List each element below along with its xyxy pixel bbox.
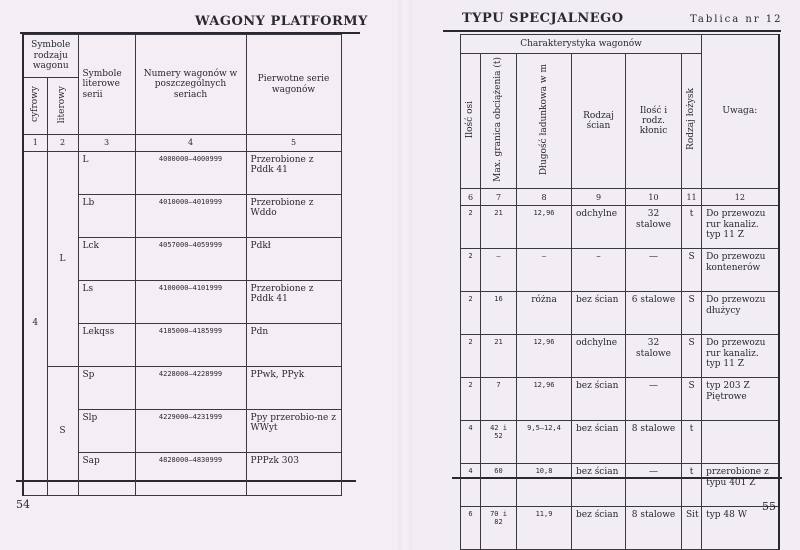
symbol-cell: Ls — [78, 281, 135, 324]
dlugosc-cell: 9,5—12,4 — [517, 421, 572, 464]
lozyska-cell: t — [682, 464, 702, 507]
sciany-cell: odchylne — [572, 335, 626, 378]
col-number: 10 — [626, 189, 682, 206]
table-label: Tablica nr 12 — [690, 14, 783, 25]
col-number: 5 — [246, 135, 341, 152]
uwaga-cell: typ 203 Z Piętrowe — [702, 378, 779, 421]
col-number: 11 — [682, 189, 702, 206]
right-page-number: 55 — [762, 500, 776, 513]
original-cell: PPPzk 303 — [246, 453, 341, 496]
lozyska-cell: Sit — [682, 507, 702, 550]
col-number: 7 — [481, 189, 517, 206]
lozyska-cell: S — [682, 292, 702, 335]
klonice-cell: 32 stalowe — [626, 335, 682, 378]
col-number: 9 — [572, 189, 626, 206]
max-cell: 7 — [481, 378, 517, 421]
col-number: 2 — [47, 135, 78, 152]
left-page-number: 54 — [16, 498, 30, 511]
klonice-cell: — — [626, 378, 682, 421]
original-cell: Przerobione z Wddo — [246, 195, 341, 238]
klonice-cell: 8 stalowe — [626, 421, 682, 464]
lozyska-cell: t — [682, 421, 702, 464]
dlugosc-cell: 11,9 — [517, 507, 572, 550]
klonice-cell: 6 stalowe — [626, 292, 682, 335]
osi-cell: 6 — [461, 507, 481, 550]
numbers-cell: 4828000—4830999 — [135, 453, 246, 496]
left-page-title: WAGONY PLATFORMY — [195, 14, 368, 29]
header-pierwotne: Pierwotne serie wagonów — [246, 35, 341, 135]
klonice-cell: 32 stalowe — [626, 206, 682, 249]
book-gutter — [398, 0, 412, 550]
osi-cell: 2 — [461, 249, 481, 292]
original-cell: Przerobione z Pddk 41 — [246, 281, 341, 324]
col-number: 12 — [702, 189, 779, 206]
dlugosc-cell: różna — [517, 292, 572, 335]
left-table — [22, 34, 342, 496]
symbol-cell: Lb — [78, 195, 135, 238]
cyfrowy-value: 4 — [23, 152, 47, 496]
table-row — [461, 507, 779, 550]
header-symbole-literowe: Symbole literowe serii — [78, 35, 135, 135]
header-rodzaj-scian: Rodzaj ścian — [572, 54, 626, 189]
col-number: 4 — [135, 135, 246, 152]
lozyska-cell: t — [682, 206, 702, 249]
sciany-cell: bez ścian — [572, 292, 626, 335]
lozyska-cell: S — [682, 378, 702, 421]
uwaga-cell — [702, 421, 779, 464]
col-number: 1 — [23, 135, 47, 152]
numbers-cell: 4010000—4010999 — [135, 195, 246, 238]
numbers-cell: 4228000—4228999 — [135, 367, 246, 410]
numbers-cell: 4057000—4059999 — [135, 238, 246, 281]
symbol-cell: Sap — [78, 453, 135, 496]
original-cell: Pdkł — [246, 238, 341, 281]
symbol-cell: Lekqss — [78, 324, 135, 367]
header-max-obciazenie: Max. granica obciążenia (t) — [493, 57, 504, 182]
symbol-cell: L — [78, 152, 135, 195]
right-top-rule — [443, 30, 781, 32]
numbers-cell: 4229000—4231999 — [135, 410, 246, 453]
header-ilosc-osi: Ilość osi — [465, 100, 476, 139]
numbers-cell: 4100000—4101999 — [135, 281, 246, 324]
table-row — [461, 292, 779, 335]
klonice-cell: — — [626, 464, 682, 507]
osi-cell: 2 — [461, 378, 481, 421]
table-row — [461, 464, 779, 507]
dlugosc-cell: 10,8 — [517, 464, 572, 507]
numbers-cell: 4000000—4000999 — [135, 152, 246, 195]
symbol-cell: Lck — [78, 238, 135, 281]
dlugosc-cell: 12,96 — [517, 206, 572, 249]
lozyska-cell: S — [682, 249, 702, 292]
uwaga-cell: Do przewozu kontenerów — [702, 249, 779, 292]
uwaga-cell: Do przewozu dłużycy — [702, 292, 779, 335]
table-row — [23, 367, 341, 410]
col-number: 8 — [517, 189, 572, 206]
table-row — [461, 249, 779, 292]
original-cell: Przerobione z Pddk 41 — [246, 152, 341, 195]
uwaga-cell: Do przewozu rur kanaliz. typ 11 Z — [702, 335, 779, 378]
table-row — [461, 421, 779, 464]
dlugosc-cell: 12,96 — [517, 378, 572, 421]
header-symbole-rodzaju: Symbole rodzaju wagonu — [23, 35, 78, 78]
header-literowy: literowy — [57, 85, 68, 123]
sciany-cell: bez ścian — [572, 421, 626, 464]
osi-cell: 2 — [461, 335, 481, 378]
header-lozyska: Rodzaj łożysk — [686, 88, 697, 151]
klonice-cell: — — [626, 249, 682, 292]
sciany-cell: bez ścian — [572, 378, 626, 421]
sciany-cell: bez ścian — [572, 464, 626, 507]
header-numery: Numery wagonów w poszczególnych seriach — [135, 35, 246, 135]
right-table — [460, 34, 780, 550]
col-number: 3 — [78, 135, 135, 152]
original-cell: PPwk, PPyk — [246, 367, 341, 410]
dlugosc-cell: – — [517, 249, 572, 292]
symbol-cell: Sp — [78, 367, 135, 410]
max-cell: 21 — [481, 335, 517, 378]
dlugosc-cell: 12,96 — [517, 335, 572, 378]
osi-cell: 4 — [461, 421, 481, 464]
sciany-cell: – — [572, 249, 626, 292]
header-charakterystyka: Charakterystyka wagonów — [461, 35, 702, 54]
header-klonice: Ilość i rodz. kłonic — [626, 54, 682, 189]
literowy-group-L: L — [47, 152, 78, 367]
table-row — [461, 335, 779, 378]
table-row — [23, 152, 341, 195]
sciany-cell: odchylne — [572, 206, 626, 249]
uwaga-cell: Do przewozu rur kanaliz. typ 11 Z — [702, 206, 779, 249]
max-cell: — — [481, 249, 517, 292]
uwaga-cell: typ 48 W — [702, 507, 779, 550]
max-cell: 70 i 82 — [481, 507, 517, 550]
lozyska-cell: S — [682, 335, 702, 378]
header-dlugosc: Długość ładunkowa w m — [538, 63, 549, 175]
osi-cell: 2 — [461, 292, 481, 335]
header-uwaga: Uwaga: — [702, 35, 779, 189]
osi-cell: 4 — [461, 464, 481, 507]
original-cell: Pdn — [246, 324, 341, 367]
uwaga-cell: przerobione z typu 401 Z — [702, 464, 779, 507]
klonice-cell: 8 stalowe — [626, 507, 682, 550]
table-row — [461, 206, 779, 249]
symbol-cell: Slp — [78, 410, 135, 453]
literowy-group-S: S — [47, 367, 78, 496]
col-number: 6 — [461, 189, 481, 206]
max-cell: 60 — [481, 464, 517, 507]
osi-cell: 2 — [461, 206, 481, 249]
table-row — [461, 378, 779, 421]
sciany-cell: bez ścian — [572, 507, 626, 550]
max-cell: 16 — [481, 292, 517, 335]
header-cyfrowy: cyfrowy — [30, 86, 41, 123]
numbers-cell: 4185000—4185999 — [135, 324, 246, 367]
right-page-title: TYPU SPECJALNEGO — [462, 11, 624, 26]
original-cell: Ppy przerobio-ne z WWyt — [246, 410, 341, 453]
max-cell: 42 i 52 — [481, 421, 517, 464]
max-cell: 21 — [481, 206, 517, 249]
